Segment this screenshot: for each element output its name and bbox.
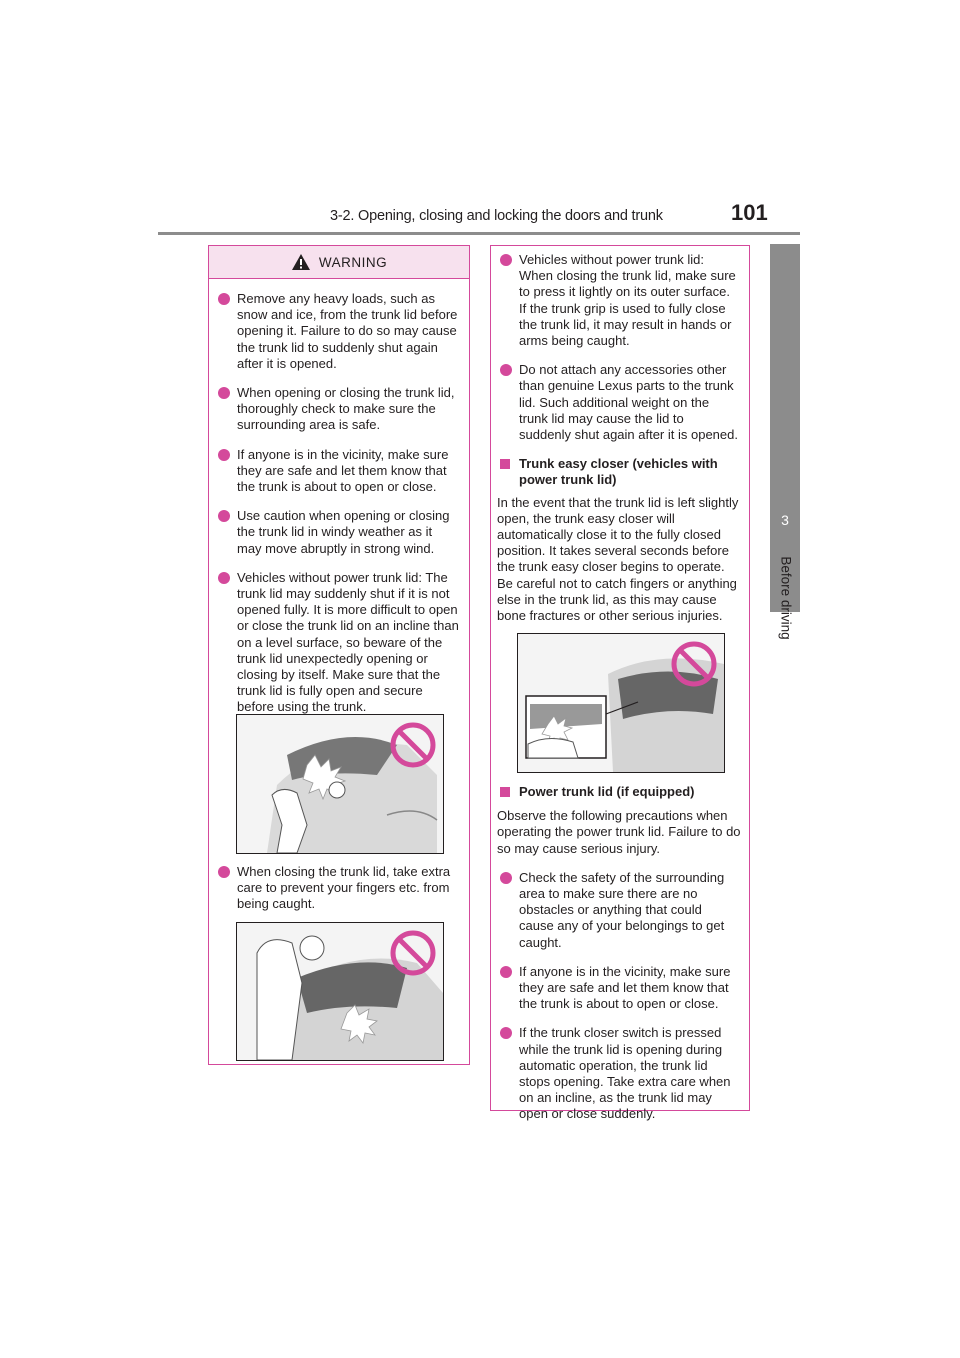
chapter-label-wrap (771, 548, 801, 648)
illustration-heavy-load (236, 714, 444, 854)
list-item: When opening or closing the trunk lid, thoroughly check to make sure the surrounding area is safe. (217, 385, 459, 434)
chapter-label: Before driving (778, 556, 794, 640)
bullet-circle-icon (499, 253, 513, 267)
list-item: Use caution when opening or closing the trunk lid in windy weather as it may move abruptly in strong wind. (217, 508, 459, 557)
warning-heading: WARNING (318, 254, 388, 270)
square-heading-icon (500, 787, 510, 797)
prohibited-icon (389, 721, 437, 769)
list-item: Vehicles without power trunk lid: The trunk lid may suddenly shut if it is not opened fully. It is more difficult to open or close the trunk lid on an incline than on a level surface, so beware of the trunk lid unexpectedly opening or closing by itself. Make sure that the trunk lid is fully open and secure before using the trunk. (217, 570, 459, 716)
bullet-circle-icon (499, 965, 513, 979)
list-item: Vehicles without power trunk lid: When closing the trunk lid, make sure to press it lightly on its outer surface. If the trunk grip is used to fully close the trunk lid, it may result in hands or arms being caught. (499, 252, 739, 349)
prohibited-icon (389, 929, 437, 977)
list-item: If anyone is in the vicinity, make sure they are safe and let them know that the trunk is about to open or close. (499, 964, 739, 1013)
bullet-circle-icon (499, 871, 513, 885)
bullet-circle-icon (217, 509, 231, 523)
warning-header (209, 246, 469, 279)
list-item: When closing the trunk lid, take extra care to prevent your fingers etc. from being caught. (217, 864, 459, 913)
list-item: Do not attach any accessories other than genuine Lexus parts to the trunk lid. Such additional weight on the trunk lid may cause the lid to suddenly shut again after it is opened. (499, 362, 739, 443)
section-heading: Power trunk lid (if equipped) (499, 784, 739, 800)
bullet-circle-icon (217, 448, 231, 462)
list-item: Check the safety of the surrounding area to make sure there are no obstacles or anything that could cause any of your belongings to get caught. (499, 870, 739, 951)
bullet-circle-icon (217, 865, 231, 879)
bullet-circle-icon (499, 363, 513, 377)
list-item: If anyone is in the vicinity, make sure they are safe and let them know that the trunk is about to open or close. (217, 447, 459, 496)
bullet-circle-icon (499, 1026, 513, 1040)
list-item: If the trunk closer switch is pressed while the trunk lid is opening during automatic operation, the trunk lid stops opening. Take extra care when on an incline, as the trunk lid may open or close suddenly. (499, 1025, 739, 1122)
square-heading-icon (500, 459, 510, 469)
page-number: 101 (731, 200, 768, 225)
illustration-easy-closer (517, 633, 725, 773)
bullet-circle-icon (217, 292, 231, 306)
bullet-circle-icon (217, 571, 231, 585)
illustration-closing-fingers (236, 922, 444, 1061)
list-item: Remove any heavy loads, such as snow and ice, from the trunk lid before opening it. Failure to do so may cause the trunk lid to suddenly shut again after it is opened. (217, 291, 459, 372)
bullet-circle-icon (217, 386, 231, 400)
section-heading: Trunk easy closer (vehicles with power trunk lid) (499, 456, 739, 488)
chapter-number: 3 (781, 512, 789, 528)
warning-triangle-icon (291, 253, 311, 271)
header-rule (158, 232, 800, 235)
paragraph: In the event that the trunk lid is left slightly open, the trunk easy closer will automatically close it to the fully closed position. It takes several seconds before the trunk easy closer begins to operate. Be careful not to catch fingers or anything else in the trunk lid, as this may cause bone fractures or other serious injuries. (497, 494, 739, 624)
prohibited-icon (670, 640, 718, 688)
paragraph: Observe the following precautions when operating the power trunk lid. Failure to do so may cause serious injury. (497, 808, 741, 856)
section-title: 3-2. Opening, closing and locking the doors and trunk (330, 208, 663, 224)
